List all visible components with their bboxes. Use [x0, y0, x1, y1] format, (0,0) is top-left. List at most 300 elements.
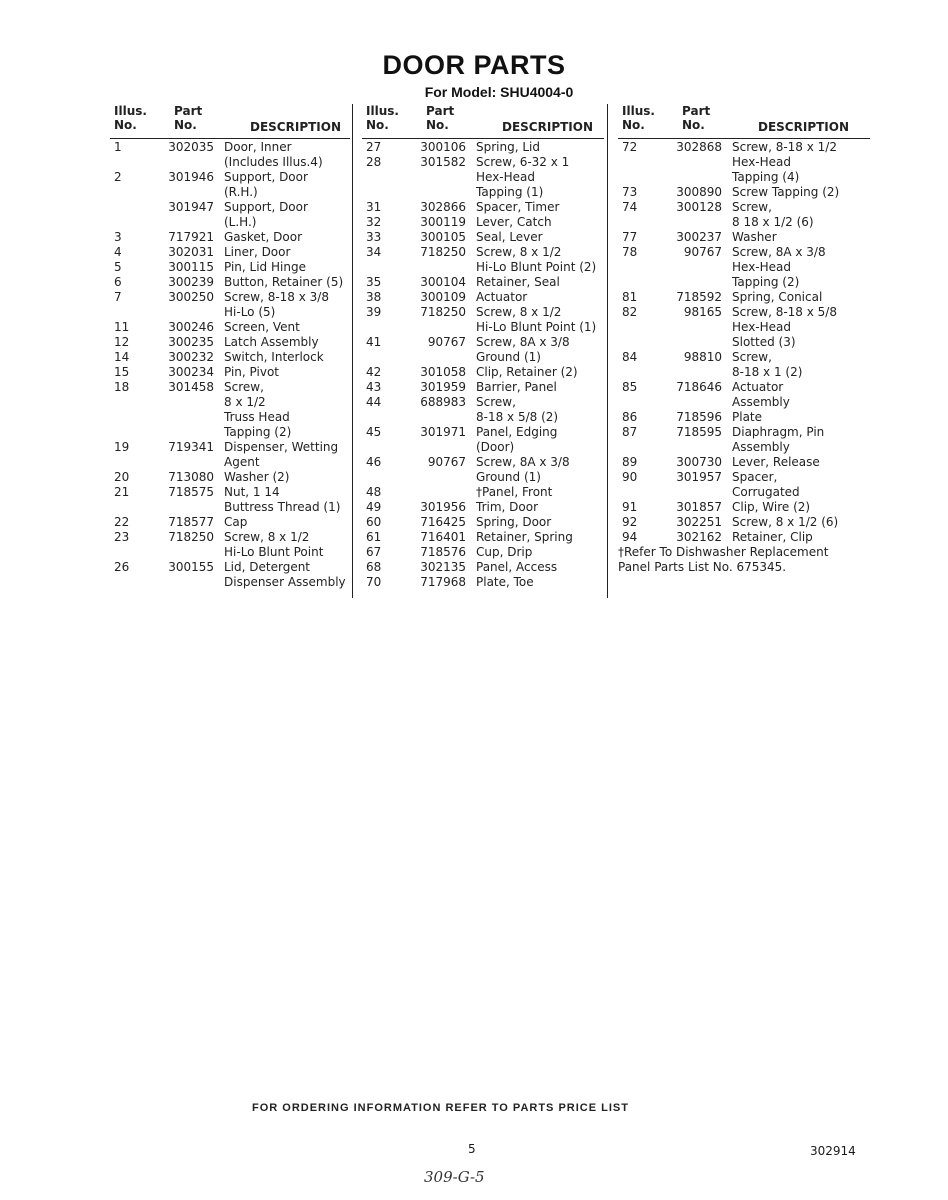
header-illus: Illus. [366, 104, 399, 118]
part-description: Clip, Wire (2) [732, 500, 811, 514]
illus-number: 77 [622, 230, 638, 244]
header-underline [618, 138, 870, 139]
part-description: Screw, 8-18 x 1/2 [732, 140, 837, 154]
part-description: Screw, 6-32 x 1 [476, 155, 570, 169]
part-number: 300890 [676, 185, 722, 199]
parts-column-1 [110, 104, 350, 590]
part-description: Spacer, [732, 470, 778, 484]
table-row [110, 320, 350, 335]
page-title: DOOR PARTS [382, 50, 566, 80]
illus-number: 4 [114, 245, 122, 259]
part-description: Slotted (3) [732, 335, 796, 349]
header-illus: Illus. [114, 104, 147, 118]
table-row [110, 515, 350, 530]
part-description: Buttress Thread (1) [224, 500, 341, 514]
part-description: Switch, Interlock [224, 350, 324, 364]
part-number: 302162 [676, 530, 722, 544]
table-row [618, 170, 870, 185]
part-description: Dispenser Assembly [224, 575, 346, 589]
part-number: 301458 [168, 380, 214, 394]
part-number: 301957 [676, 470, 722, 484]
table-row [362, 380, 604, 395]
parts-rows [110, 140, 350, 590]
table-row [362, 560, 604, 575]
part-number: 302031 [168, 245, 214, 259]
illus-number: 41 [366, 335, 382, 349]
part-description: Latch Assembly [224, 335, 319, 349]
table-row [362, 545, 604, 560]
column-divider [607, 104, 608, 598]
table-row [618, 395, 870, 410]
part-number: 300106 [420, 140, 466, 154]
part-description: Washer (2) [224, 470, 290, 484]
part-description: Retainer, Seal [476, 275, 560, 289]
illus-number: 7 [114, 290, 122, 304]
part-number: 302868 [676, 140, 722, 154]
table-row [362, 365, 604, 380]
part-description: Nut, 1 14 [224, 485, 280, 499]
table-row [618, 515, 870, 530]
table-row [110, 455, 350, 470]
table-row [618, 305, 870, 320]
part-description: Truss Head [224, 410, 290, 424]
header-underline [362, 138, 604, 139]
header-part: Part [682, 104, 711, 118]
part-description: (Includes Illus.4) [224, 155, 323, 169]
table-row [362, 290, 604, 305]
table-row [110, 545, 350, 560]
illus-number: 5 [114, 260, 122, 274]
table-row [362, 215, 604, 230]
part-description: Screen, Vent [224, 320, 300, 334]
part-number: 300730 [676, 455, 722, 469]
table-row [110, 410, 350, 425]
header-part-no: No. [682, 118, 705, 132]
illus-number: 46 [366, 455, 382, 469]
header-description: DESCRIPTION [758, 120, 850, 134]
part-number: 301857 [676, 500, 722, 514]
illus-number: 20 [114, 470, 130, 484]
illus-number: 87 [622, 425, 638, 439]
part-description: Actuator [476, 290, 528, 304]
part-description: Spacer, Timer [476, 200, 560, 214]
part-number: 301947 [168, 200, 214, 214]
illus-number: 85 [622, 380, 638, 394]
part-number: 716401 [420, 530, 466, 544]
part-description: Clip, Retainer (2) [476, 365, 578, 379]
part-description: Support, Door [224, 200, 308, 214]
part-description: Screw, 8 x 1/2 [224, 530, 310, 544]
part-number: 302035 [168, 140, 214, 154]
part-number: 718250 [420, 245, 466, 259]
part-number: 300232 [168, 350, 214, 364]
part-number: 90767 [683, 245, 722, 259]
table-row [618, 200, 870, 215]
illus-number: 84 [622, 350, 638, 364]
part-description: Tapping (4) [732, 170, 800, 184]
part-number: 716425 [420, 515, 466, 529]
table-row [618, 260, 870, 275]
table-row [362, 470, 604, 485]
table-row [110, 215, 350, 230]
part-description: Lid, Detergent [224, 560, 311, 574]
illus-number: 14 [114, 350, 130, 364]
illus-number: 86 [622, 410, 638, 424]
parts-rows [618, 140, 870, 545]
table-row [362, 170, 604, 185]
part-description: 8-18 x 5/8 (2) [476, 410, 559, 424]
table-row [362, 155, 604, 170]
table-row [618, 275, 870, 290]
table-row [110, 305, 350, 320]
table-row [618, 500, 870, 515]
part-description: Hex-Head [732, 155, 792, 169]
header-illus-no: No. [114, 118, 137, 132]
part-description: Seal, Lever [476, 230, 543, 244]
illus-number: 28 [366, 155, 382, 169]
part-description: Hex-Head [732, 260, 792, 274]
part-description: Corrugated [732, 485, 800, 499]
table-row [618, 425, 870, 440]
part-description: Hi-Lo Blunt Point (2) [476, 260, 597, 274]
table-row [362, 530, 604, 545]
illus-number: 60 [366, 515, 382, 529]
illus-number: 44 [366, 395, 382, 409]
part-number: 718646 [676, 380, 722, 394]
table-row [618, 290, 870, 305]
part-number: 718576 [420, 545, 466, 559]
part-description: Tapping (2) [224, 425, 292, 439]
part-description: Spring, Lid [476, 140, 540, 154]
illus-number: 35 [366, 275, 382, 289]
part-description: Screw, 8 x 1/2 (6) [732, 515, 839, 529]
table-row [110, 470, 350, 485]
header-part-no: No. [426, 118, 449, 132]
part-description: Trim, Door [476, 500, 539, 514]
part-description: Gasket, Door [224, 230, 302, 244]
table-row [618, 155, 870, 170]
part-description: (Door) [476, 440, 515, 454]
table-row [362, 425, 604, 440]
table-row [618, 350, 870, 365]
note-line-2: Panel Parts List No. 675345. [618, 560, 787, 574]
part-number: 90767 [427, 455, 466, 469]
illus-number: 74 [622, 200, 638, 214]
part-description: Cup, Drip [476, 545, 533, 559]
part-description: (L.H.) [224, 215, 257, 229]
illus-number: 3 [114, 230, 122, 244]
table-row [618, 470, 870, 485]
part-description: Retainer, Spring [476, 530, 573, 544]
header-illus: Illus. [622, 104, 655, 118]
part-number: 717968 [420, 575, 466, 589]
part-description: Screw, 8-18 x 3/8 [224, 290, 329, 304]
part-number: 300234 [168, 365, 214, 379]
illus-number: 34 [366, 245, 382, 259]
table-row [362, 335, 604, 350]
part-number: 718577 [168, 515, 214, 529]
illus-number: 70 [366, 575, 382, 589]
part-description: Hex-Head [732, 320, 792, 334]
part-description: Screw, 8-18 x 5/8 [732, 305, 837, 319]
illus-number: 89 [622, 455, 638, 469]
illus-number: 15 [114, 365, 130, 379]
illus-number: 11 [114, 320, 130, 334]
illus-number: 23 [114, 530, 130, 544]
table-row [618, 410, 870, 425]
table-row [110, 365, 350, 380]
part-description: (R.H.) [224, 185, 258, 199]
part-description: Screw, [732, 200, 772, 214]
part-number: 302866 [420, 200, 466, 214]
table-row [110, 185, 350, 200]
table-row [618, 440, 870, 455]
illus-number: 73 [622, 185, 638, 199]
column-header [110, 104, 350, 140]
part-number: 300115 [168, 260, 214, 274]
table-row [618, 335, 870, 350]
illus-number: 45 [366, 425, 382, 439]
table-row [110, 380, 350, 395]
illus-number: 27 [366, 140, 382, 154]
part-description: Assembly [732, 440, 790, 454]
table-row [362, 500, 604, 515]
part-description: Hi-Lo Blunt Point [224, 545, 324, 559]
part-number: 300246 [168, 320, 214, 334]
table-row [362, 305, 604, 320]
part-description: Screw, 8 x 1/2 [476, 305, 562, 319]
part-description: Plate, Toe [476, 575, 534, 589]
part-number: 301946 [168, 170, 214, 184]
part-number: 300250 [168, 290, 214, 304]
header-underline [110, 138, 350, 139]
part-description: Screw, 8A x 3/8 [732, 245, 826, 259]
part-description: Diaphragm, Pin [732, 425, 825, 439]
table-row [618, 455, 870, 470]
illus-number: 67 [366, 545, 382, 559]
part-number: 302135 [420, 560, 466, 574]
part-number: 301956 [420, 500, 466, 514]
part-description: Screw, 8 x 1/2 [476, 245, 562, 259]
part-number: 90767 [427, 335, 466, 349]
ordering-info: FOR ORDERING INFORMATION REFER TO PARTS PRICE LIST [252, 1102, 629, 1114]
illus-number: 68 [366, 560, 382, 574]
part-description: Spring, Conical [732, 290, 823, 304]
document-number: 302914 [810, 1144, 856, 1158]
header-description: DESCRIPTION [250, 120, 342, 134]
part-number: 718250 [420, 305, 466, 319]
part-description: Tapping (1) [476, 185, 544, 199]
table-row [110, 485, 350, 500]
part-number: 300109 [420, 290, 466, 304]
table-row [110, 425, 350, 440]
illus-number: 32 [366, 215, 382, 229]
part-number: 688983 [420, 395, 466, 409]
table-row [110, 560, 350, 575]
part-description: Barrier, Panel [476, 380, 557, 394]
part-description: 8 18 x 1/2 (6) [732, 215, 814, 229]
header-description: DESCRIPTION [502, 120, 594, 134]
table-row [362, 575, 604, 590]
illus-number: 19 [114, 440, 130, 454]
part-number: 300237 [676, 230, 722, 244]
table-row [362, 260, 604, 275]
page-number: 5 [468, 1142, 476, 1156]
illus-number: 42 [366, 365, 382, 379]
part-description: Lever, Catch [476, 215, 552, 229]
part-description: Assembly [732, 395, 790, 409]
part-number: 719341 [168, 440, 214, 454]
parts-column-2 [362, 104, 604, 590]
illus-number: 1 [114, 140, 122, 154]
illus-number: 72 [622, 140, 638, 154]
part-description: Ground (1) [476, 350, 541, 364]
table-row [110, 395, 350, 410]
table-row [362, 440, 604, 455]
table-row [362, 320, 604, 335]
part-description: Plate [732, 410, 763, 424]
table-row [618, 215, 870, 230]
table-row [110, 230, 350, 245]
illus-number: 12 [114, 335, 130, 349]
part-number: 301582 [420, 155, 466, 169]
illus-number: 90 [622, 470, 638, 484]
panel-note [618, 545, 870, 575]
table-row [362, 140, 604, 155]
part-number: 718250 [168, 530, 214, 544]
part-description: Screw, 8A x 3/8 [476, 335, 570, 349]
illus-number: 22 [114, 515, 130, 529]
illus-number: 43 [366, 380, 382, 394]
header-part: Part [426, 104, 455, 118]
table-row [618, 140, 870, 155]
part-number: 300105 [420, 230, 466, 244]
part-description: Cap [224, 515, 248, 529]
parts-rows [362, 140, 604, 590]
part-number: 300128 [676, 200, 722, 214]
part-description: Actuator [732, 380, 784, 394]
part-number: 301959 [420, 380, 466, 394]
part-number: 713080 [168, 470, 214, 484]
part-number: 301058 [420, 365, 466, 379]
table-row [618, 530, 870, 545]
header-part: Part [174, 104, 203, 118]
illus-number: 6 [114, 275, 122, 289]
part-description: Lever, Release [732, 455, 820, 469]
part-description: Hi-Lo Blunt Point (1) [476, 320, 597, 334]
illus-number: 2 [114, 170, 122, 184]
illus-number: 38 [366, 290, 382, 304]
table-row [110, 530, 350, 545]
table-row [362, 485, 604, 500]
table-row [110, 245, 350, 260]
illus-number: 94 [622, 530, 638, 544]
header-illus-no: No. [366, 118, 389, 132]
part-description: Panel, Edging [476, 425, 558, 439]
part-description: Button, Retainer (5) [224, 275, 344, 289]
table-row [362, 245, 604, 260]
part-number: 718596 [676, 410, 722, 424]
table-row [110, 275, 350, 290]
table-row [110, 155, 350, 170]
illus-number: 81 [622, 290, 638, 304]
part-description: Screw Tapping (2) [732, 185, 840, 199]
part-description: Dispenser, Wetting [224, 440, 339, 454]
part-number: 717921 [168, 230, 214, 244]
illus-number: 26 [114, 560, 130, 574]
table-row [110, 140, 350, 155]
table-row [362, 455, 604, 470]
table-row [362, 230, 604, 245]
table-row [618, 485, 870, 500]
part-description: Liner, Door [224, 245, 291, 259]
table-row [362, 410, 604, 425]
table-row [618, 230, 870, 245]
column-divider [352, 104, 353, 598]
illus-number: 18 [114, 380, 130, 394]
part-description: †Panel, Front [476, 485, 553, 499]
part-number: 300235 [168, 335, 214, 349]
illus-number: 39 [366, 305, 382, 319]
part-number: 300119 [420, 215, 466, 229]
part-number: 98165 [683, 305, 722, 319]
table-row [362, 275, 604, 290]
model-subtitle: For Model: SHU4004-0 [424, 84, 574, 100]
part-description: Pin, Pivot [224, 365, 279, 379]
table-row [362, 350, 604, 365]
handwritten-note: 309-G-5 [424, 1168, 485, 1186]
illus-number: 48 [366, 485, 382, 499]
part-number: 300104 [420, 275, 466, 289]
table-row [618, 380, 870, 395]
part-description: Screw, [476, 395, 516, 409]
part-description: Ground (1) [476, 470, 541, 484]
part-description: Spring, Door [476, 515, 552, 529]
part-number: 302251 [676, 515, 722, 529]
part-description: Agent [224, 455, 260, 469]
illus-number: 92 [622, 515, 638, 529]
table-row [362, 185, 604, 200]
table-row [110, 260, 350, 275]
table-row [110, 350, 350, 365]
table-row [362, 395, 604, 410]
part-description: Support, Door [224, 170, 308, 184]
part-description: 8-18 x 1 (2) [732, 365, 803, 379]
part-number: 300239 [168, 275, 214, 289]
part-description: Panel, Access [476, 560, 558, 574]
table-row [110, 290, 350, 305]
illus-number: 61 [366, 530, 382, 544]
header-illus-no: No. [622, 118, 645, 132]
part-description: 8 x 1/2 [224, 395, 266, 409]
table-row [362, 515, 604, 530]
illus-number: 33 [366, 230, 382, 244]
table-row [110, 170, 350, 185]
part-description: Screw, 8A x 3/8 [476, 455, 570, 469]
illus-number: 31 [366, 200, 382, 214]
parts-column-3 [618, 104, 870, 575]
part-number: 301971 [420, 425, 466, 439]
column-header [618, 104, 870, 140]
part-description: Door, Inner [224, 140, 292, 154]
part-number: 718575 [168, 485, 214, 499]
table-row [618, 185, 870, 200]
illus-number: 21 [114, 485, 130, 499]
part-number: 718595 [676, 425, 722, 439]
table-row [618, 320, 870, 335]
part-number: 300155 [168, 560, 214, 574]
part-description: Screw, [732, 350, 772, 364]
